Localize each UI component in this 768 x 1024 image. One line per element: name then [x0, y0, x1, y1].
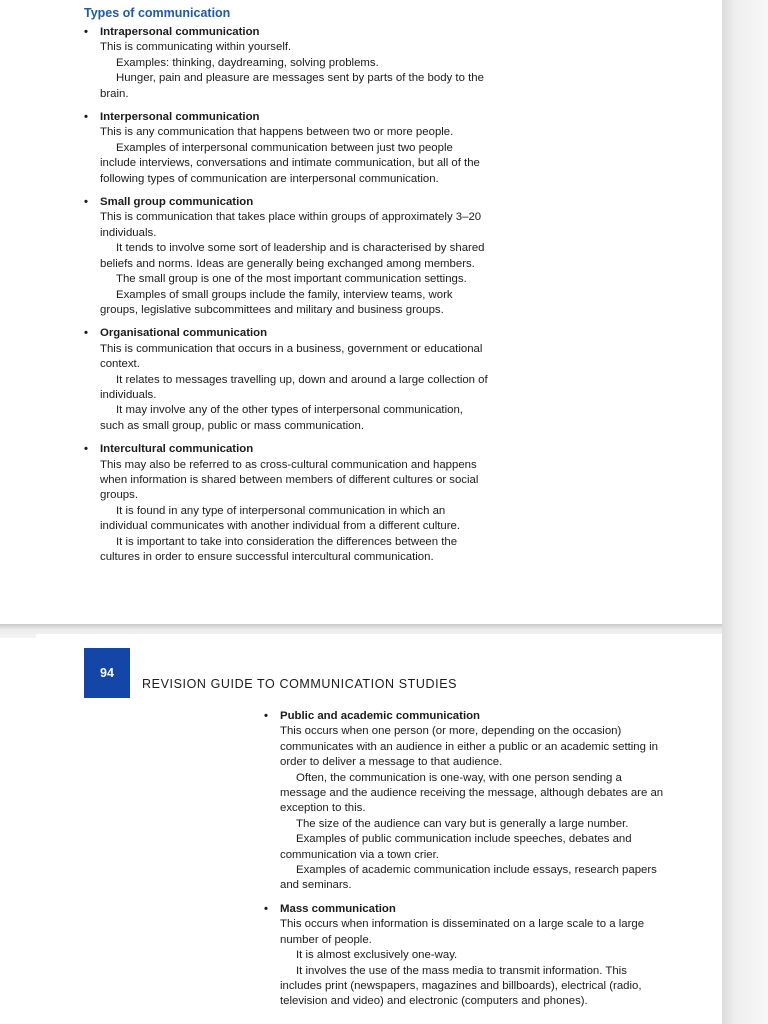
- bullet-paragraph: This is any communication that happens between two or more people.: [100, 126, 454, 139]
- bullet-icon: •: [84, 196, 88, 209]
- bullet-paragraph: It relates to messages travelling up, down and around a large collection of individuals.: [100, 373, 488, 401]
- bullet-heading: Small group communication: [100, 196, 254, 209]
- bullet-heading: Intrapersonal communication: [100, 26, 260, 38]
- bullet-icon: •: [84, 26, 88, 38]
- bullet-paragraph: This may also be referred to as cross-cultural communication and happens when information is shared between members of different cultures or social groups.: [100, 458, 479, 502]
- bullet-icon: •: [84, 111, 88, 124]
- bullet-heading: Intercultural communication: [100, 443, 254, 456]
- bullet-item-organisational: [84, 326, 490, 434]
- bullet-paragraph: Examples of public communication include speeches, debates and communication via a town crier.: [280, 833, 632, 861]
- bullet-item-intercultural: [84, 442, 490, 565]
- top-page-bullet-list: [84, 25, 490, 573]
- bullet-paragraph: Examples: thinking, daydreaming, solving problems.: [116, 56, 379, 69]
- bullet-paragraph: It may involve any of the other types of interpersonal communication, such as small group, public or mass communication.: [100, 404, 463, 432]
- bullet-icon: •: [264, 710, 268, 722]
- bullet-paragraph: This is communication that occurs in a business, government or educational context.: [100, 342, 483, 371]
- bullet-paragraph: The small group is one of the most important communication settings.: [116, 273, 467, 286]
- bullet-heading: Interpersonal communication: [100, 111, 260, 124]
- bullet-paragraph: This occurs when one person (or more, depending on the occasion) communicates with an audience in either a public or an academic setting in order to deliver a message to that audience.: [280, 725, 658, 769]
- bullet-paragraph: Examples of academic communication include essays, research papers and seminars.: [280, 864, 657, 892]
- bullet-paragraph: This is communication that takes place within groups of approximately 3–20 individuals.: [100, 211, 482, 239]
- bullet-item-mass: [264, 902, 665, 1010]
- page-number: 94: [100, 666, 114, 680]
- bullet-paragraph: It is almost exclusively one-way.: [296, 949, 458, 962]
- bullet-heading: Mass communication: [280, 902, 396, 915]
- bullet-item-small-group: [84, 195, 490, 318]
- bullet-item-public-academic: [264, 709, 665, 894]
- bullet-paragraph: The size of the audience can vary but is generally a large number.: [296, 817, 629, 830]
- bullet-icon: •: [264, 902, 268, 915]
- bullet-paragraph: Examples of small groups include the family, interview teams, work groups, legislative subcommittees and military and business groups.: [100, 288, 453, 316]
- bullet-item-intrapersonal: [84, 25, 490, 102]
- bullet-paragraph: Often, the communication is one-way, with one person sending a message and the audience receiving the message, although debates are an exception to this.: [280, 771, 664, 815]
- bullet-item-interpersonal: [84, 110, 490, 187]
- bullet-paragraph: It tends to involve some sort of leadership and is characterised by shared beliefs and norms. Ideas are generally being exchanged among members.: [100, 242, 485, 270]
- bottom-page-bullet-list: [264, 709, 665, 1018]
- bullet-icon: •: [84, 443, 88, 456]
- bullet-paragraph: This is communicating within yourself.: [100, 41, 292, 54]
- running-head: REVISION GUIDE TO COMMUNICATION STUDIES: [142, 677, 458, 691]
- bullet-paragraph: Examples of interpersonal communication between just two people include interviews, conversations and intimate communication, but all of the following types of communication are interpersonal communication.: [100, 141, 480, 185]
- bullet-paragraph: This occurs when information is disseminated on a large scale to a large number of people.: [280, 918, 645, 946]
- bullet-paragraph: It is found in any type of interpersonal communication in which an individual communicates with another individual from a different culture.: [100, 504, 461, 533]
- bullet-heading: Public and academic communication: [280, 710, 481, 722]
- viewer-background: [722, 0, 768, 1024]
- bullet-paragraph: It involves the use of the mass media to transmit information. This includes print (newspapers, magazines and billboards), electrical (radio, television and video) and electronic (computers and phones).: [280, 964, 642, 1008]
- bullet-paragraph: Hunger, pain and pleasure are messages sent by parts of the body to the brain.: [100, 72, 484, 100]
- bullet-paragraph: It is important to take into consideration the differences between the cultures in order to ensure successful intercultural communication.: [100, 535, 458, 563]
- section-title: Types of communication: [84, 6, 231, 20]
- bullet-icon: •: [84, 327, 88, 340]
- bullet-heading: Organisational communication: [100, 327, 268, 340]
- page-number-badge: [84, 648, 130, 698]
